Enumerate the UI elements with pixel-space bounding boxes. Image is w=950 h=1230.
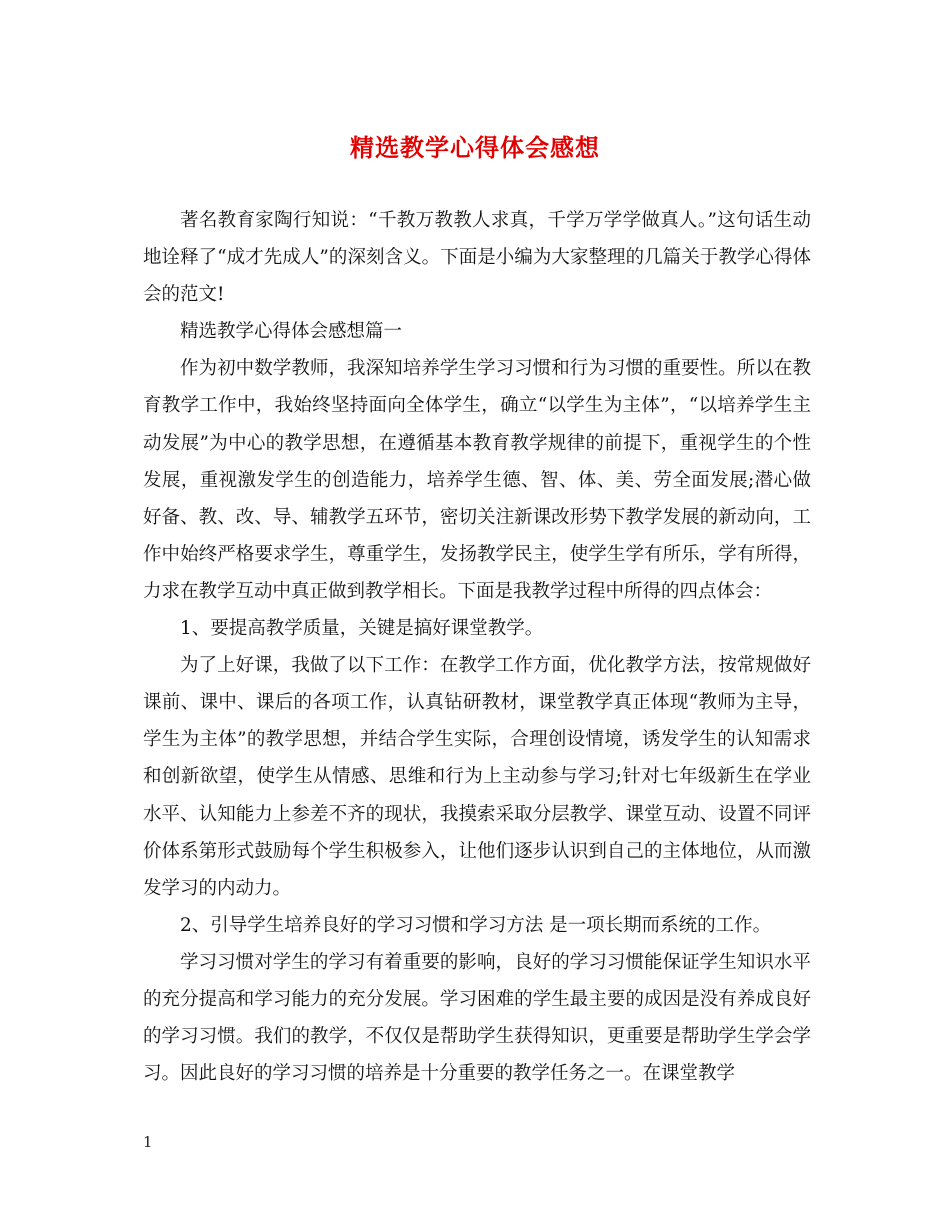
body-paragraph: 学习习惯对学生的学习有着重要的影响，良好的学习习惯能保证学生知识水平的充分提高和学习能力的充分发展。学习困难的学生最主要的成因是没有养成良好的学习习惯。我们的教学，不仅仅是帮助学生获得知识，更重要是帮助学生学会学习。因此良好的学习习惯的培养是十分重要的教学任务之一。在课堂教学 [143, 951, 811, 1085]
point-heading-2: 2、引导学生培养良好的学习习惯和学习方法 是一项长期而系统的工作。 [180, 914, 772, 936]
document-title: 精选教学心得体会感想 [350, 133, 600, 162]
body-paragraph: 为了上好课，我做了以下工作：在教学工作方面，优化教学方法，按常规做好课前、课中、课后的各项工作，认真钻研教材，课堂教学真正体现“教师为主导，学生为主体”的教学思想，并结合学生实际，合理创设情境，诱发学生的认知需求和创新欲望，使学生从情感、思维和行为上主动参与学习;针对七年级新生在学业水平、认知能力上参差不齐的现状，我摸索采取分层教学、课堂互动、设置不同评价体系第形式鼓励每个学生积极参入，让他们逐步认识到自己的主体地位，从而激发学习的内动力。 [143, 655, 811, 899]
section-heading: 精选教学心得体会感想篇一 [180, 321, 403, 343]
body-paragraph: 作为初中数学教师，我深知培养学生学习习惯和行为习惯的重要性。所以在教育教学工作中，我始终坚持面向全体学生，确立“以学生为主体”，“以培养学生主动发展”为中心的教学思想，在遵循基本教育教学规律的前提下，重视学生的个性发展，重视激发学生的创造能力，培养学生德、智、体、美、劳全面发展;潜心做好备、教、改、导、辅教学五环节，密切关注新课改形势下教学发展的新动向，工作中始终严格要求学生，尊重学生，发扬教学民主，使学生学有所乐，学有所得，力求在教学互动中真正做到教学相长。下面是我教学过程中所得的四点体会： [143, 358, 811, 602]
page-number: 1 [143, 1133, 153, 1151]
intro-paragraph: 著名教育家陶行知说：“千教万教教人求真，千学万学学做真人。”这句话生动地诠释了“成才先成人”的深刻含义。下面是小编为大家整理的几篇关于教学心得体会的范文! [143, 210, 811, 306]
point-heading-1: 1、要提高教学质量，关键是搞好课堂教学。 [180, 618, 544, 640]
document-body [143, 202, 811, 1092]
